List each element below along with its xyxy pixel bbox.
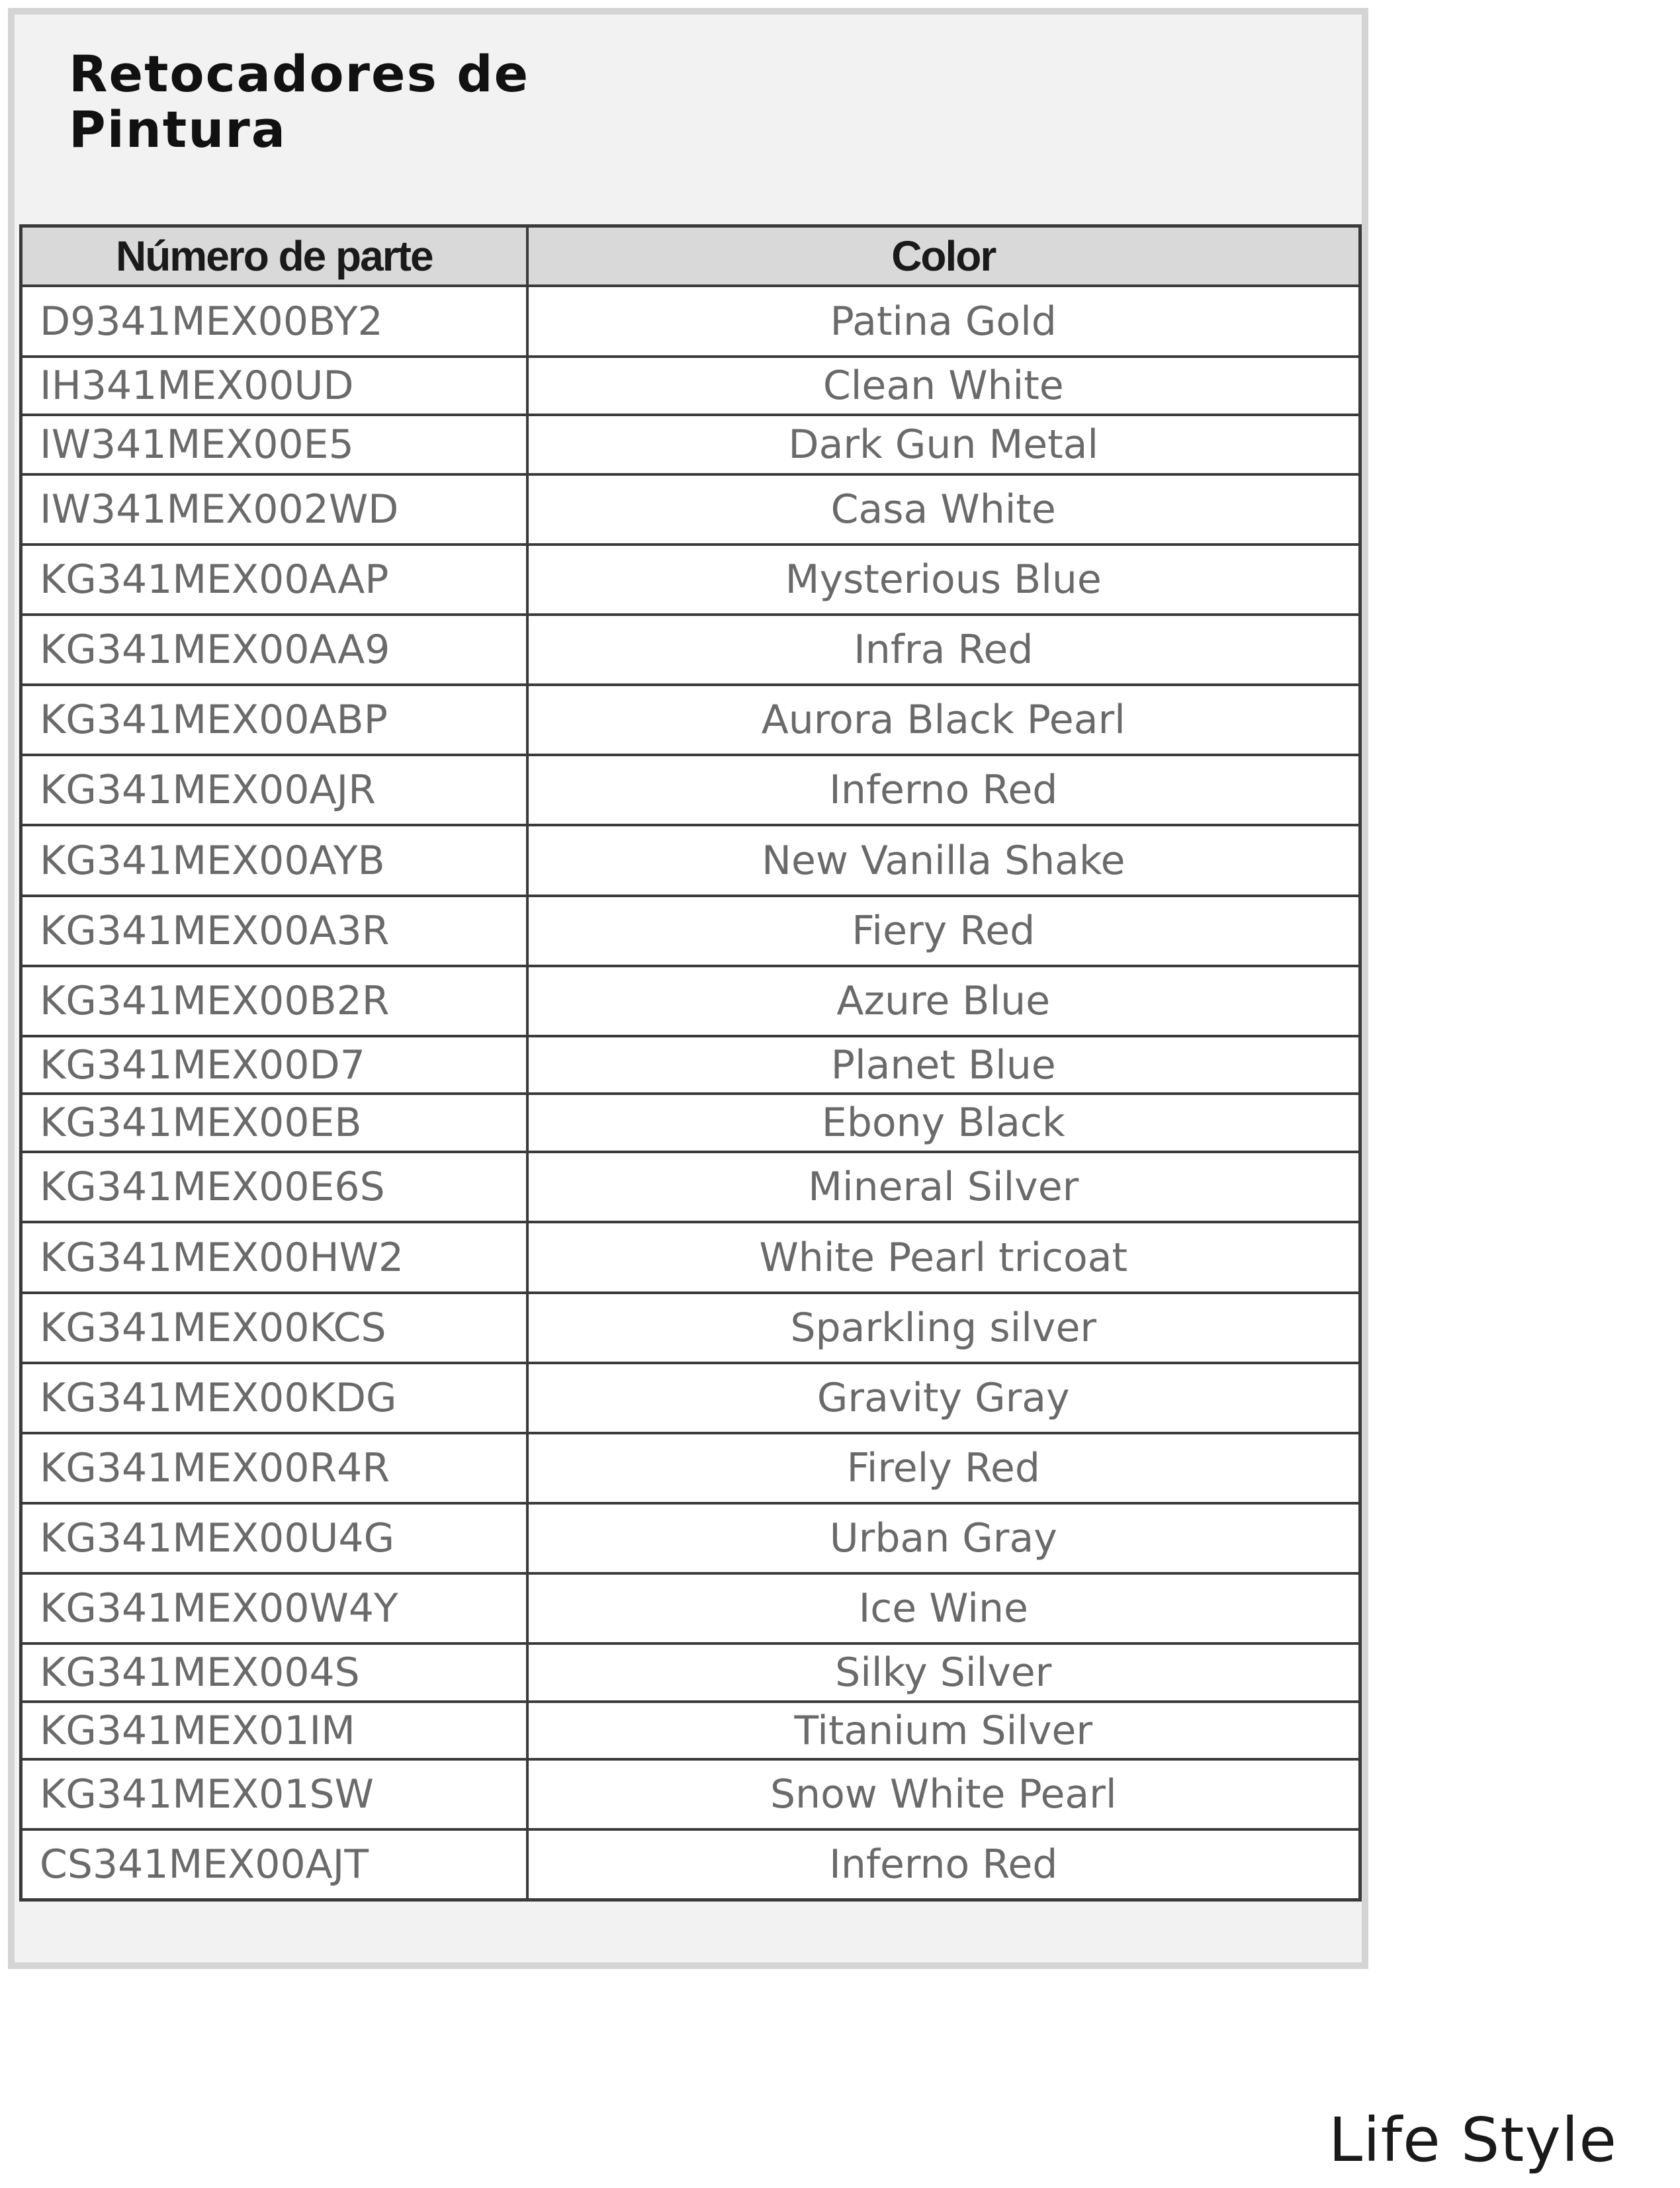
table-row — [21, 1829, 1360, 1900]
part-number-cell: KG341MEX00ABP — [21, 685, 527, 755]
table-row — [21, 1759, 1360, 1829]
table-row — [21, 615, 1360, 685]
color-name-cell: Mineral Silver — [527, 1152, 1360, 1222]
table-row — [21, 966, 1360, 1036]
color-name-cell: Patina Gold — [527, 286, 1360, 357]
table-header-row — [21, 226, 1360, 286]
color-name-cell: Azure Blue — [527, 966, 1360, 1036]
table-row — [21, 1503, 1360, 1573]
color-name-cell: New Vanilla Shake — [527, 825, 1360, 896]
table-body — [21, 286, 1360, 1900]
color-name-cell: Urban Gray — [527, 1503, 1360, 1573]
part-number-cell: KG341MEX00E6S — [21, 1152, 527, 1222]
part-number-cell: KG341MEX01IM — [21, 1702, 527, 1759]
page-title: Retocadores de Pintura — [69, 44, 530, 159]
color-name-cell: Titanium Silver — [527, 1702, 1360, 1759]
table-row — [21, 545, 1360, 615]
table-row — [21, 286, 1360, 357]
table-row — [21, 1433, 1360, 1503]
table-row — [21, 1702, 1360, 1759]
table-row — [21, 1036, 1360, 1094]
table-row — [21, 1152, 1360, 1222]
part-number-cell: KG341MEX00EB — [21, 1094, 527, 1152]
part-number-cell: KG341MEX00AAP — [21, 545, 527, 615]
table-row — [21, 755, 1360, 825]
color-name-cell: Planet Blue — [527, 1036, 1360, 1094]
table-row — [21, 685, 1360, 755]
table-row — [21, 1293, 1360, 1363]
color-name-cell: Dark Gun Metal — [527, 415, 1360, 474]
table-row — [21, 357, 1360, 415]
table-row — [21, 1363, 1360, 1433]
table-row — [21, 1573, 1360, 1643]
column-header-part-number: Número de parte — [21, 226, 527, 286]
part-number-cell: KG341MEX00KCS — [21, 1293, 527, 1363]
part-number-cell: KG341MEX00W4Y — [21, 1573, 527, 1643]
color-name-cell: Inferno Red — [527, 1829, 1360, 1900]
table-row — [21, 1222, 1360, 1293]
part-number-cell: KG341MEX00AJR — [21, 755, 527, 825]
table-row — [21, 415, 1360, 474]
part-number-cell: D9341MEX00BY2 — [21, 286, 527, 357]
color-name-cell: Inferno Red — [527, 755, 1360, 825]
column-header-color: Color — [527, 226, 1360, 286]
color-name-cell: Firely Red — [527, 1433, 1360, 1503]
color-name-cell: Ice Wine — [527, 1573, 1360, 1643]
color-name-cell: Snow White Pearl — [527, 1759, 1360, 1829]
color-name-cell: Sparkling silver — [527, 1293, 1360, 1363]
color-name-cell: Fiery Red — [527, 896, 1360, 966]
footer-brand: Life Style — [1328, 2105, 1617, 2175]
part-number-cell: KG341MEX00AA9 — [21, 615, 527, 685]
color-name-cell: Silky Silver — [527, 1643, 1360, 1702]
table-row — [21, 1643, 1360, 1702]
table-row — [21, 474, 1360, 545]
color-name-cell: Infra Red — [527, 615, 1360, 685]
part-number-cell: KG341MEX00AYB — [21, 825, 527, 896]
table-row — [21, 896, 1360, 966]
part-number-cell: KG341MEX00A3R — [21, 896, 527, 966]
part-number-cell: KG341MEX00R4R — [21, 1433, 527, 1503]
part-number-cell: KG341MEX00KDG — [21, 1363, 527, 1433]
table-row — [21, 825, 1360, 896]
color-name-cell: Aurora Black Pearl — [527, 685, 1360, 755]
part-number-cell: IW341MEX002WD — [21, 474, 527, 545]
part-number-cell: IW341MEX00E5 — [21, 415, 527, 474]
part-number-cell: KG341MEX004S — [21, 1643, 527, 1702]
color-name-cell: Mysterious Blue — [527, 545, 1360, 615]
part-number-cell: CS341MEX00AJT — [21, 1829, 527, 1900]
color-name-cell: Gravity Gray — [527, 1363, 1360, 1433]
part-number-cell: KG341MEX00D7 — [21, 1036, 527, 1094]
part-number-cell: KG341MEX00U4G — [21, 1503, 527, 1573]
color-name-cell: Clean White — [527, 357, 1360, 415]
part-number-cell: KG341MEX00HW2 — [21, 1222, 527, 1293]
color-name-cell: Ebony Black — [527, 1094, 1360, 1152]
touchup-parts-table — [19, 224, 1362, 1902]
table-row — [21, 1094, 1360, 1152]
color-name-cell: Casa White — [527, 474, 1360, 545]
part-number-cell: KG341MEX00B2R — [21, 966, 527, 1036]
part-number-cell: KG341MEX01SW — [21, 1759, 527, 1829]
part-number-cell: IH341MEX00UD — [21, 357, 527, 415]
color-name-cell: White Pearl tricoat — [527, 1222, 1360, 1293]
